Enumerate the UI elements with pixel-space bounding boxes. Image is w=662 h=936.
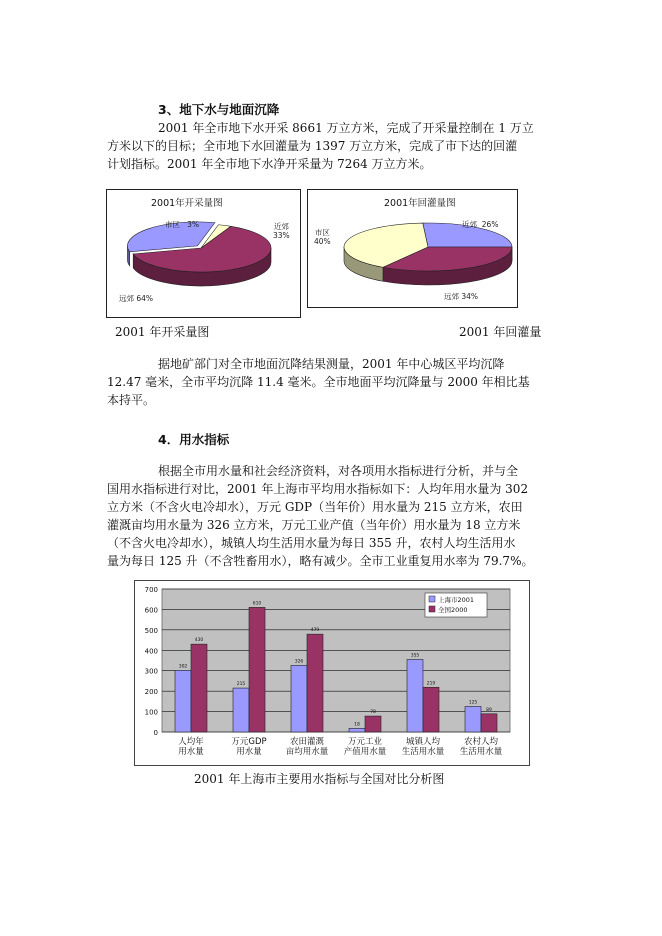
bar — [407, 659, 423, 732]
pie-chart-extraction — [106, 189, 301, 318]
bar-value-label: 89 — [486, 707, 492, 713]
bar-chart-caption: 2001 年上海市主要用水指标与全国对比分析图 — [194, 772, 445, 786]
bar — [423, 687, 439, 732]
paragraph-line: 2001 年全市地下水开采 8661 万立方米，完成了开采量控制在 1 万立 — [158, 121, 534, 135]
bar-value-label: 479 — [310, 628, 320, 634]
bar — [291, 665, 307, 732]
paragraph-line: 本持平。 — [107, 393, 156, 407]
section3-heading: 3、地下水与地面沉降 — [158, 102, 280, 117]
paragraph-line: 灌溉亩均用水量为 326 立方米，万元工业产值（当年价）用水量为 18 立方米 — [107, 518, 521, 532]
y-tick-label: 400 — [144, 647, 158, 656]
bar-value-label: 215 — [236, 682, 246, 688]
pie-label-jinjiao: 近郊 26% — [462, 220, 499, 229]
paragraph-line: 立方米（不含火电冷却水），万元 GDP（当年价）用水量为 215 立方米，农田 — [107, 500, 523, 514]
paragraph-line: 方米以下的目标；全市地下水回灌量为 1397 万立方米，完成了市下达的回灌 — [107, 139, 518, 153]
x-category-label: 生活用水量 — [401, 747, 445, 757]
x-category-label: 农村人均 — [463, 737, 499, 747]
legend-label: 上海市2001 — [438, 596, 475, 604]
pie1-caption: 2001 年开采量图 — [115, 325, 210, 339]
y-tick-label: 700 — [144, 586, 158, 594]
y-tick-label: 100 — [144, 708, 158, 717]
y-tick-label: 0 — [153, 729, 158, 737]
bar-value-label: 326 — [294, 659, 304, 665]
pie2-caption: 2001 年回灌量 — [459, 325, 542, 339]
paragraph-line: 计划指标。2001 年全市地下水净开采量为 7264 万立方米。 — [107, 157, 432, 171]
pie-label-jinjiao: 近郊 33% — [273, 222, 290, 240]
x-category-label: 城镇人均 — [405, 737, 441, 747]
chart-legend — [425, 593, 487, 617]
x-category-label: 亩均用水量 — [285, 747, 329, 757]
bar-value-label: 78 — [370, 710, 376, 716]
paragraph-line: 12.47 毫米，全市平均沉降 11.4 毫米。全市地面平均沉降量与 2000 年相比基 — [107, 375, 530, 389]
x-category-label: 万元工业 — [347, 737, 383, 747]
x-category-label: 万元GDP — [231, 737, 267, 747]
y-tick-label: 600 — [144, 606, 158, 615]
pie-label-shiqu: 市区 3% — [165, 220, 200, 229]
x-category-label: 农田灌溉 — [289, 737, 325, 747]
legend-label: 全国2000 — [438, 606, 468, 614]
bar — [481, 714, 497, 732]
x-category-label: 用水量 — [178, 747, 204, 757]
bar — [191, 644, 207, 732]
paragraph-line: 据地矿部门对全市地面沉降结果测量，2001 年中心城区平均沉降 — [158, 357, 505, 371]
paragraph-line: 根据全市用水量和社会经济资料，对各项用水指标进行分析，并与全 — [158, 464, 519, 478]
y-tick-label: 200 — [144, 688, 158, 697]
bar-value-label: 610 — [252, 601, 262, 607]
bar-value-label: 18 — [354, 722, 360, 728]
bar-value-label: 355 — [410, 653, 420, 659]
bar — [365, 716, 381, 732]
pie-label-yuanjiao: 远郊 34% — [444, 292, 479, 301]
x-category-label: 产值用水量 — [343, 747, 387, 757]
bar — [465, 706, 481, 732]
bar — [349, 728, 365, 732]
legend-swatch — [429, 606, 435, 612]
pie-chart-recharge — [307, 189, 518, 308]
paragraph-line: （不含火电冷却水），城镇人均生活用水量为每日 355 升，农村人均生活用水 — [107, 536, 516, 550]
x-category-label: 人均年 — [178, 737, 204, 747]
paragraph-line: 量为每日 125 升（不含牲畜用水），略有减少。全市工业重复用水率为 79.7%。 — [107, 554, 534, 568]
bar — [233, 688, 249, 732]
pie-graphic — [308, 190, 517, 307]
bar — [175, 670, 191, 732]
pie-title: 2001年开采量图 — [151, 198, 223, 209]
bar-value-label: 125 — [468, 700, 478, 706]
y-tick-label: 300 — [144, 667, 158, 676]
bar-value-label: 219 — [426, 681, 436, 687]
bar — [307, 634, 323, 732]
section4-heading: 4．用水指标 — [158, 432, 230, 447]
bar-chart — [135, 581, 529, 765]
pie-title: 2001年回灌量图 — [384, 198, 456, 209]
paragraph-line: 国用水指标进行对比，2001 年上海市平均用水指标如下：人均年用水量为 302 — [107, 482, 529, 496]
x-category-label: 生活用水量 — [459, 747, 503, 757]
bar — [249, 607, 265, 732]
bar-value-label: 430 — [194, 638, 204, 644]
pie-label-shiqu: 市区 40% — [314, 228, 331, 246]
y-tick-label: 500 — [144, 626, 158, 635]
bar-chart-frame — [134, 580, 530, 766]
legend-swatch — [429, 596, 435, 602]
x-category-label: 用水量 — [236, 747, 262, 757]
pie-label-yuanjiao: 远郊 64% — [119, 294, 154, 303]
bar-value-label: 302 — [178, 664, 188, 670]
